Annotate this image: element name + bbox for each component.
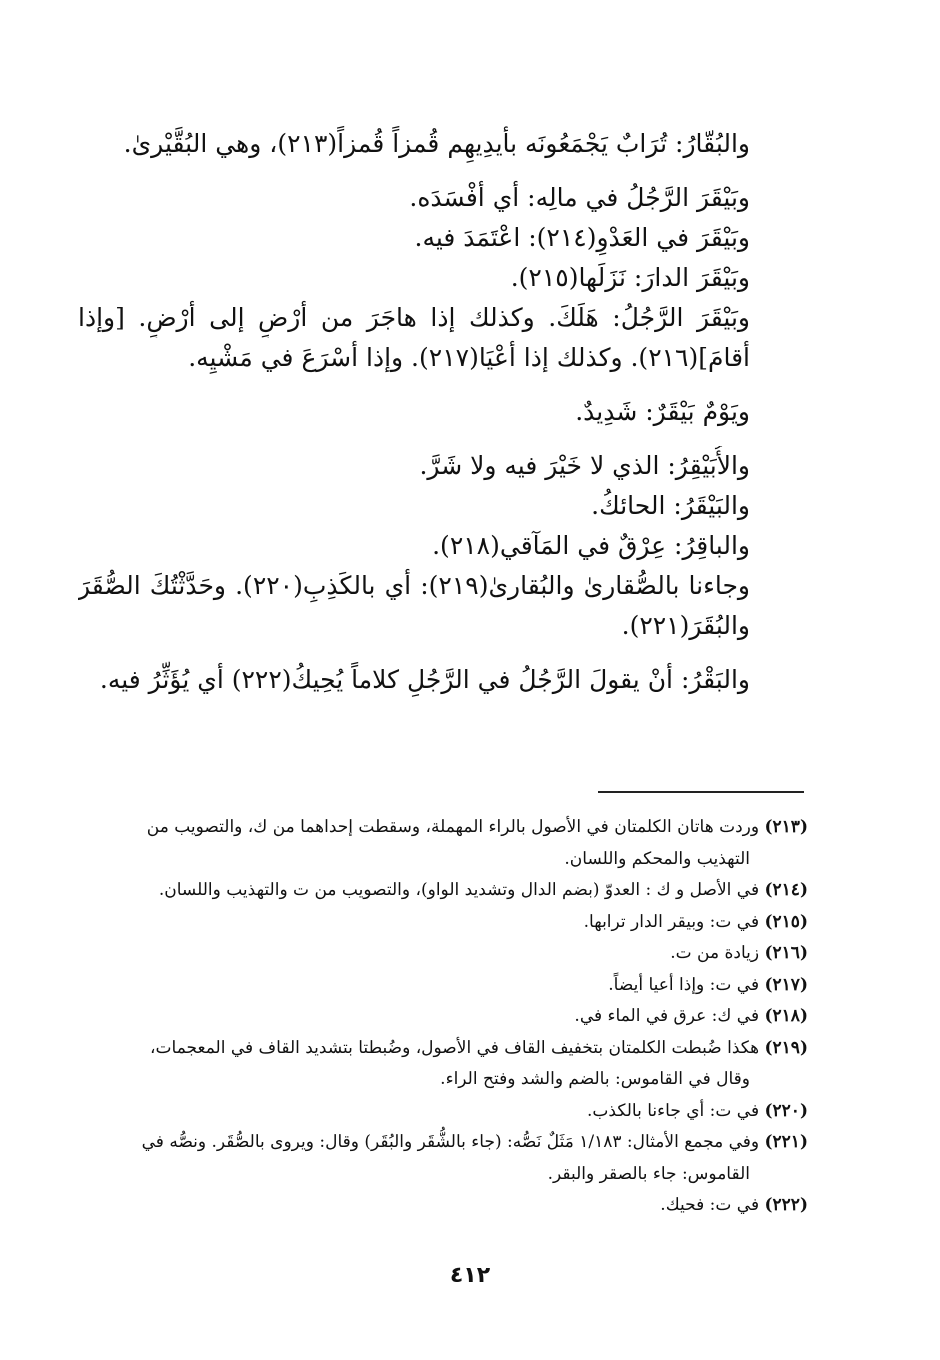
footnote-number: (٢١٩)	[764, 1037, 808, 1058]
text-line: وجاءنا بالصُّقارىٰ والبُقارىٰ(٢١٩): أي بالكَذِبِ(٢٢٠). وحَدَّثْتُكَ الصُّقَرَ	[78, 571, 750, 600]
text-line: وبَيْقَرَ الرَّجُلُ: هَلَكَ. وكذلك إذا هاجَرَ من أرْضٍ إلى أرْضٍ. [وإذا	[78, 303, 750, 332]
footnote-number: (٢١٥)	[764, 911, 808, 932]
footnote-continuation: وقال في القاموس: بالضم والشد وفتح الراء.	[440, 1069, 750, 1089]
entry-bayqara-rajul	[78, 298, 750, 378]
footnote-continuation: التهذيب والمحكم واللسان.	[564, 848, 750, 869]
footnote-text: في ت: فحيك.	[660, 1195, 760, 1215]
footnote-214	[76, 875, 808, 907]
entry-suqara-buqara	[78, 566, 750, 646]
footnote-text: وردت هاتان الكلمتان في الأصول بالراء المهملة، وسقطت إحداهما من ك، والتصويب من	[146, 817, 760, 837]
entry-bayqara-malihi	[78, 178, 750, 218]
text-line: وبَيْقَرَ الدارَ: نَزَلَها(٢١٥).	[510, 263, 750, 292]
footnote-text: في الأصل و ك : العدوّ (بضم الدال وتشديد الواو)، والتصويب من ت والتهذيب واللسان.	[158, 880, 760, 900]
footnote-217	[76, 970, 808, 1002]
entry-bayqar-haik	[78, 486, 750, 526]
footnote-text: زيادة من ت.	[670, 943, 760, 963]
entry-ubayqir	[78, 446, 750, 486]
text-line: والباقِرُ: عِرْقٌ في المَآقي(٢١٨).	[432, 531, 750, 560]
entry-yawm-bayqar	[78, 392, 750, 432]
footnote-separator	[598, 791, 804, 793]
footnote-continuation: القاموس: جاء بالصقر والبقر.	[547, 1163, 750, 1184]
footnote-215	[76, 907, 808, 939]
footnote-text: هكذا ضُبطت الكلمتان بتخفيف القاف في الأصول، وضُبطتا بتشديد القاف في المعجمات،	[150, 1037, 760, 1058]
text-line: أقامَ](٢١٦). وكذلك إذا أعْيَا(٢١٧). وإذا أسْرَعَ في مَشْيِه.	[188, 343, 750, 372]
footnote-220	[76, 1096, 808, 1128]
footnote-number: (٢١٦)	[764, 943, 808, 963]
footnote-number: (٢١٣)	[764, 817, 808, 837]
footnote-text: في ت: وإذا أعيا أيضاً.	[608, 974, 760, 995]
footnote-number: (٢٢١)	[764, 1132, 808, 1152]
text-line: وبَيْقَرَ الرَّجُلُ في مالِه: أي أفْسَدَه.	[409, 183, 750, 212]
text-line: والأُبَيْقِرُ: الذي لا خَيْرَ فيه ولا شَرَّ.	[419, 451, 750, 480]
entry-baqr	[78, 660, 750, 700]
page-number: ٤١٢	[449, 1263, 491, 1288]
footnote-221	[76, 1127, 808, 1190]
footnote-text: في ت: أي جاءنا بالكذب.	[587, 1100, 760, 1121]
entry-baqir	[78, 526, 750, 566]
text-line: والبَيْقَرُ: الحائكُ.	[591, 491, 750, 520]
entry-buqqar	[78, 124, 750, 164]
text-line: ويَوْمٌ بَيْقَرٌ: شَدِيدٌ.	[575, 397, 750, 426]
entry-bayqara-dar	[78, 258, 750, 298]
text-line: وبَيْقَرَ في العَدْوِ(٢١٤): اعْتَمَدَ فيه.	[414, 223, 750, 252]
footnote-text: في ك: عرق في الماء في.	[574, 1006, 760, 1026]
text-line: والبُقّارُ: تُرَابٌ يَجْمَعُونَه بأيدِيهِم قُمزاً قُمزاً(٢١٣)، وهي البُقَّيْرىٰ.	[123, 129, 750, 158]
footnote-number: (٢٢٠)	[764, 1100, 808, 1121]
text-line: والبَقْرُ: أنْ يقولَ الرَّجُلُ في الرَّجُلِ كلاماً يُحِيكُ(٢٢٢) أي يُؤَثِّرُ فيه.	[99, 665, 750, 694]
footnote-216	[76, 938, 808, 970]
text-line: والبُقَرَ(٢٢١).	[621, 611, 750, 640]
footnote-text: وفي مجمع الأمثال: ١/١٨٣ مَثَلٌ نَصُّه: (جاء بالشُّقَر والبُقَر) وقال: ويروى بالصُّقَر. ونصُّه في	[141, 1132, 760, 1152]
footnote-219	[76, 1033, 808, 1096]
footnote-number: (٢٢٢)	[764, 1195, 808, 1215]
entry-bayqara-adw	[78, 218, 750, 258]
footnote-218	[76, 1001, 808, 1033]
footnote-number: (٢١٧)	[764, 974, 808, 995]
footnote-number: (٢١٨)	[764, 1006, 808, 1026]
main-text	[78, 124, 750, 700]
footnote-222	[76, 1190, 808, 1222]
footnotes	[76, 812, 808, 1222]
footnote-text: في ت: وبيقر الدار ترابها.	[583, 911, 760, 932]
footnote-number: (٢١٤)	[764, 880, 808, 900]
footnote-213	[76, 812, 808, 875]
